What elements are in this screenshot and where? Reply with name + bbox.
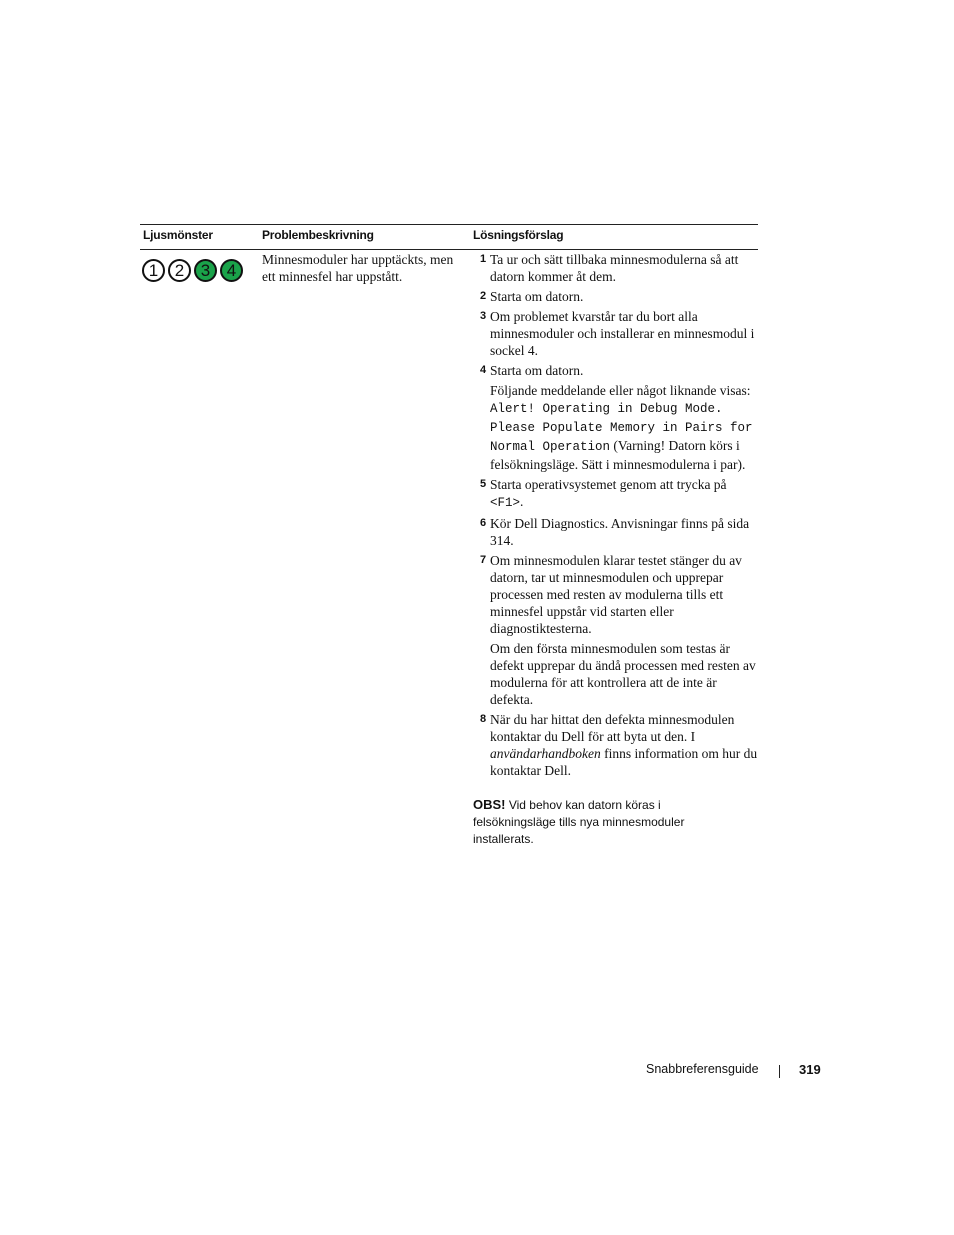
step-text-end: . [520,494,524,509]
table-header-rule [140,249,758,250]
diagnostic-light-2-icon: 2 [168,259,191,282]
step-text: När du har hittat den defekta minnesmodulen kontaktar du Dell för att byta ut den. I [490,712,735,744]
diagnostic-light-3-icon: 3 [194,259,217,282]
step-number: 3 [480,310,487,322]
step-text: Om problemet kvarstår tar du bort alla minnesmoduler och installerar en minnesmodul i sockel 4. [490,309,755,358]
note-text: Vid behov kan datorn köras i felsökningsläge tills nya minnesmoduler installerats. [473,798,685,846]
step-5 [480,476,758,512]
step-7 [480,552,758,637]
diagnostic-lights [142,259,243,282]
page-number: 319 [799,1062,821,1077]
step-3 [480,308,758,359]
footer-guide-title: Snabbreferensguide [646,1062,759,1076]
step-text: Om minnesmodulen klarar testet stänger du av datorn, tar ut minnesmodulen och upprepar processen med resten av modulerna tills ett minnesfel uppstår vid starten eller diagnostiktesterna. [490,553,742,636]
step-number: 8 [480,713,487,725]
step-text: Ta ur och sätt tillbaka minnesmodulerna så att datorn kommer åt dem. [490,252,739,284]
step-number: 7 [480,554,487,566]
diagnostic-light-1-icon: 1 [142,259,165,282]
step-8 [480,711,758,779]
step-6 [480,515,758,549]
step-number: 4 [480,364,487,376]
step-2 [480,288,758,305]
user-guide-title: användarhandboken [490,746,601,761]
step-text: Starta om datorn. [490,363,584,378]
error-message-code: Alert! Operating in Debug Mode. Please Populate Memory in Pairs for Normal Operation [490,402,753,454]
header-problem: Problembeskrivning [262,228,374,242]
step-number: 6 [480,517,487,529]
header-solution: Lösningsförslag [473,228,564,242]
step-number: 2 [480,290,487,302]
step-4-message [480,382,758,473]
step-text: Starta om datorn. [490,289,584,304]
step-number: 1 [480,253,487,265]
problem-description: Minnesmoduler har upptäckts, men ett minnesfel har uppstått. [262,252,454,284]
step-text: Kör Dell Diagnostics. Anvisningar finns på sida 314. [490,516,750,548]
step-text-end: finns information om hur du kontaktar Dell. [490,746,758,778]
message-intro: Följande meddelande eller något liknande visas: [490,383,751,398]
message-translation: (Varning! Datorn körs i felsökningsläge. Sätt i minnesmodulerna i par). [490,438,746,472]
step-4 [480,362,758,379]
footer-separator [779,1065,780,1078]
step-1 [480,251,758,285]
diagnostic-light-4-icon: 4 [220,259,243,282]
f1-key: <F1> [490,496,521,510]
header-light-pattern: Ljusmönster [143,228,213,242]
step-7-note: Om den första minnesmodulen som testas är defekt upprepar du ändå processen med resten av modulerna för att kontrollera att de inte är defekta. [490,641,756,707]
obs-note [473,796,733,848]
table-top-rule [140,224,758,225]
solution-steps [480,251,758,782]
note-label: OBS! [473,797,506,812]
step-text: Starta operativsystemet genom att trycka på [490,477,727,492]
step-number: 5 [480,478,487,490]
